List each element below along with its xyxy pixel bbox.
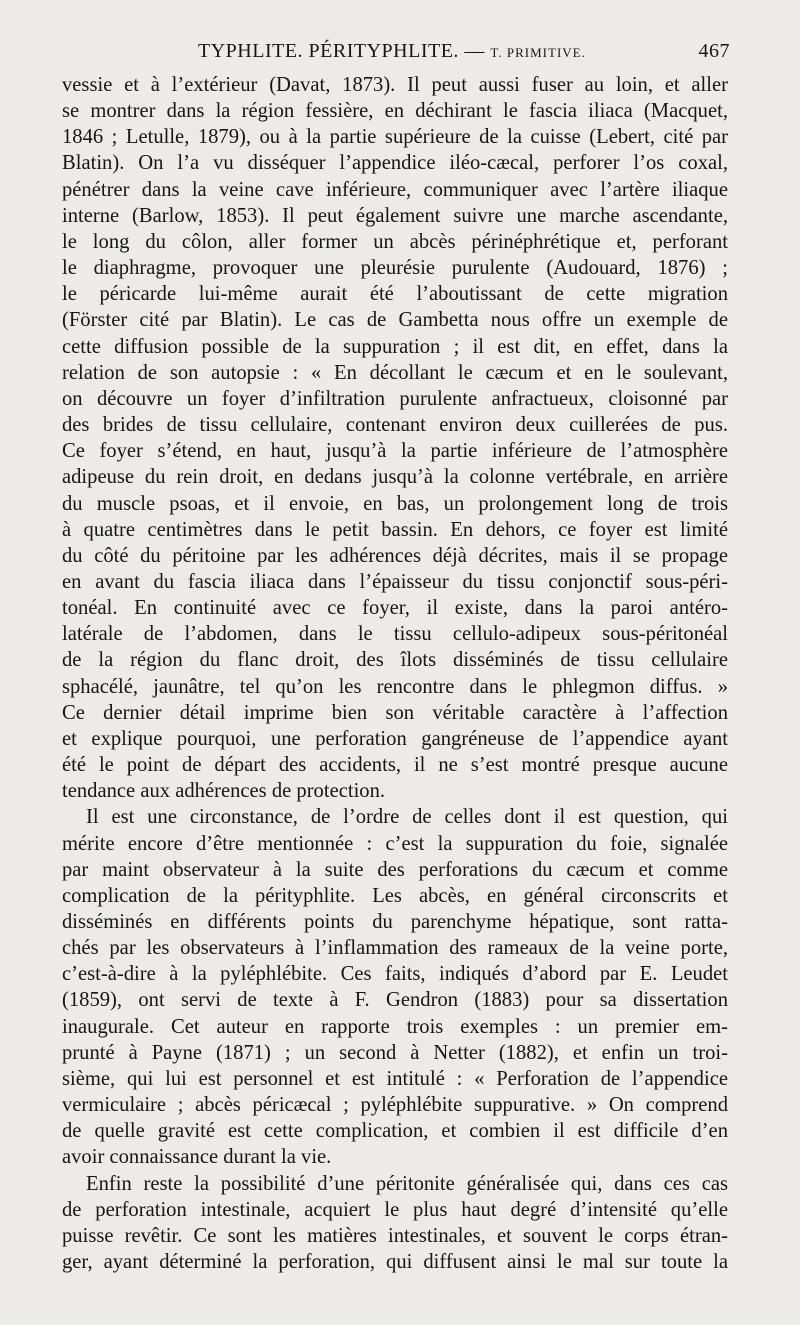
text-line: inaugurale. Cet auteur en rapporte trois exemples : un premier em- — [62, 1015, 728, 1038]
text-line: du côté du péritoine par les adhérences déjà décrites, mais il se propage — [62, 544, 728, 567]
text-line: du muscle psoas, et il envoie, en bas, un prolongement long de trois — [62, 492, 728, 515]
text-line: le péricarde lui-même aurait été l’aboutissant de cette migration — [62, 283, 728, 306]
text-line: puisse revêtir. Ce sont les matières intestinales, et souvent le corps étran- — [62, 1224, 728, 1247]
running-header — [60, 40, 730, 68]
text-line: se montrer dans la région fessière, en déchirant le fascia iliaca (Macquet, — [62, 100, 728, 123]
text-line: chés par les observateurs à l’inflammation des rameaux de la veine porte, — [62, 937, 728, 960]
text-line: c’est-à-dire à la pyléphlébite. Ces faits, indiqués d’abord par E. Leudet — [62, 963, 728, 986]
text-line: ger, ayant déterminé la perforation, qui diffusent ainsi le mal sur toute la — [62, 1251, 728, 1274]
text-line: Ce foyer s’étend, en haut, jusqu’à la partie inférieure de l’atmosphère — [62, 440, 728, 463]
text-line: (1859), ont servi de texte à F. Gendron (1883) pour sa dissertation — [62, 989, 728, 1012]
page-number: 467 — [698, 40, 730, 62]
running-title — [198, 40, 586, 63]
text-line: latérale de l’abdomen, dans le tissu cellulo-adipeux sous-péritonéal — [62, 623, 728, 646]
text-line: avoir connaissance durant la vie. — [62, 1146, 332, 1169]
text-line: tendance aux adhérences de protection. — [62, 780, 386, 803]
text-line: cette diffusion possible de la suppuration ; il est dit, en effet, dans la — [62, 335, 728, 358]
text-line: pénétrer dans la veine cave inférieure, communiquer avec l’artère iliaque — [62, 178, 728, 201]
text-line: complication de la pérityphlite. Les abcès, en général circonscrits et — [62, 884, 728, 907]
text-line: vessie et à l’extérieur (Davat, 1873). Il peut aussi fuser au loin, et aller — [62, 74, 728, 96]
text-line: en avant du fascia iliaca dans l’épaisseur du tissu conjonctif sous-péri- — [62, 570, 728, 593]
text-line: mérite encore d’être mentionnée : c’est la suppuration du foie, signalée — [62, 832, 728, 855]
text-line: et explique pourquoi, une perforation gangréneuse de l’appendice ayant — [62, 727, 728, 750]
text-line: 1846 ; Letulle, 1879), ou à la partie supérieure de la cuisse (Lebert, cité par — [62, 126, 728, 149]
text-line: prunté à Payne (1871) ; un second à Netter (1882), et enfin un troi- — [62, 1041, 728, 1064]
text-line: adipeuse du rein droit, en dedans jusqu’à la colonne vertébrale, en arrière — [62, 466, 728, 489]
text-line: par maint observateur à la suite des perforations du cæcum et comme — [62, 858, 728, 881]
text-line: à quatre centimètres dans le petit bassin. En dehors, ce foyer est limité — [62, 518, 728, 541]
text-line: des brides de tissu cellulaire, contenant environ deux cuillerées de pus. — [62, 414, 728, 437]
text-line: tonéal. En continuité avec ce foyer, il existe, dans la paroi antéro- — [62, 597, 728, 620]
text-line: relation de son autopsie : « En décollant le cæcum et en le soulevant, — [62, 361, 728, 384]
body-text — [62, 72, 728, 1275]
text-line: le diaphragme, provoquer une pleurésie purulente (Audouard, 1876) ; — [62, 257, 728, 280]
text-line: (Förster cité par Blatin). Le cas de Gambetta nous offre un exemple de — [62, 309, 728, 332]
text-line: vermiculaire ; abcès péricæcal ; pyléphlébite suppurative. » On comprend — [62, 1094, 728, 1117]
text-line: été le point de départ des accidents, il ne s’est montré presque aucune — [62, 754, 728, 777]
text-line: Enfin reste la possibilité d’une péritonite généralisée qui, dans ces cas — [86, 1172, 728, 1195]
running-title-main: TYPHLITE. PÉRITYPHLITE. — — [198, 40, 485, 62]
text-line: on découvre un foyer d’infiltration purulente anfractueux, cloisonné par — [62, 387, 728, 410]
text-line: disséminés en différents points du parenchyme hépatique, sont ratta- — [62, 911, 728, 933]
running-title-small: T. PRIMITIVE. — [490, 45, 586, 60]
text-line: sphacélé, jaunâtre, tel qu’on les rencontre dans le phlegmon diffus. » — [62, 675, 728, 698]
text-line: Il est une circonstance, de l’ordre de celles dont il est question, qui — [86, 806, 728, 829]
text-line: Blatin). On l’a vu disséquer l’appendice iléo-cæcal, perforer l’os coxal, — [62, 152, 728, 175]
text-line: interne (Barlow, 1853). Il peut également suivre une marche ascendante, — [62, 204, 728, 227]
text-line: de la région du flanc droit, des îlots disséminés de tissu cellulaire — [62, 649, 728, 672]
text-line: sième, qui lui est personnel et est intitulé : « Perforation de l’appendice — [62, 1067, 728, 1090]
text-line: de quelle gravité est cette complication, et combien il est difficile d’en — [62, 1120, 728, 1143]
text-line: le long du côlon, aller former un abcès périnéphrétique et, perforant — [62, 230, 728, 253]
text-line: de perforation intestinale, acquiert le plus haut degré d’intensité qu’elle — [62, 1198, 728, 1221]
text-line: Ce dernier détail imprime bien son véritable caractère à l’affection — [62, 701, 728, 724]
